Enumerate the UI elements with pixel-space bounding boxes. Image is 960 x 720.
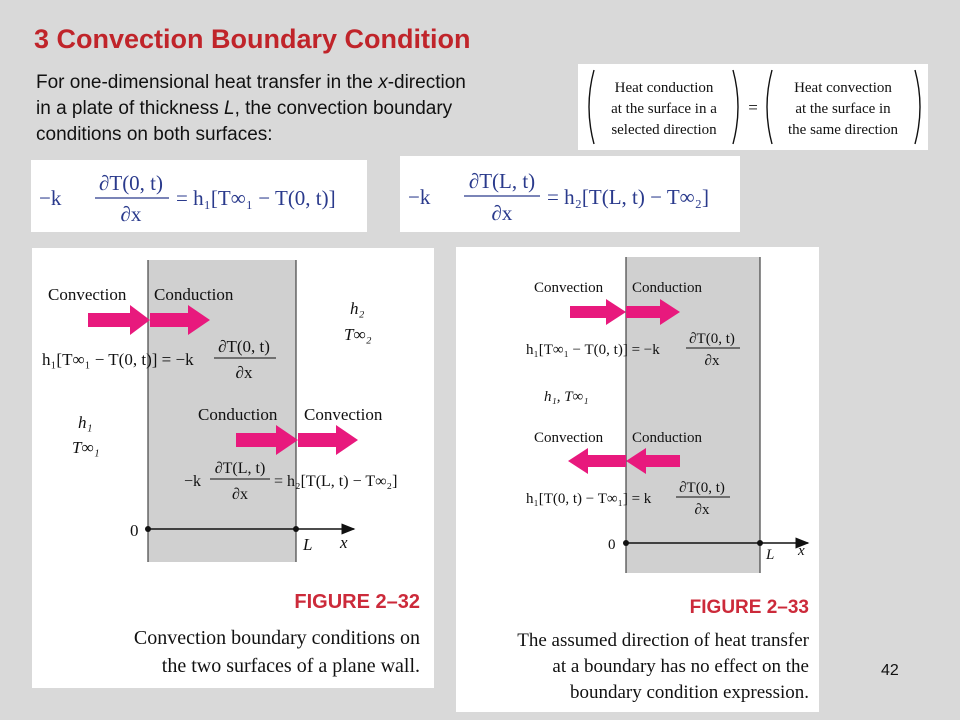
balance-equals: = bbox=[748, 98, 758, 117]
right-paren-close bbox=[915, 70, 920, 144]
balance-left-line-2: at the surface in a bbox=[611, 101, 717, 117]
label-conduction-top: Conduction bbox=[632, 280, 702, 296]
intro-paragraph bbox=[36, 70, 576, 148]
axis-L-dot bbox=[757, 540, 763, 546]
eq-bot-lhs: h₁[T(0, t) − T∞₁] = k bbox=[526, 491, 652, 507]
arrow-convection-out bbox=[568, 448, 626, 474]
eq1-prefix: −k bbox=[39, 186, 62, 210]
eq2-denominator: ∂x bbox=[491, 201, 513, 225]
eq-bot-numerator: ∂T(0, t) bbox=[679, 480, 725, 496]
slide-title: 3 Convection Boundary Condition bbox=[34, 24, 471, 54]
axis-zero-label: 0 bbox=[608, 537, 616, 553]
boundary-balance-graphic bbox=[578, 64, 928, 150]
label-tinf2: T∞₂ bbox=[344, 325, 372, 344]
axis-origin-dot bbox=[623, 540, 629, 546]
left-paren-close bbox=[733, 70, 738, 144]
eq2-prefix: −k bbox=[408, 185, 431, 209]
label-h2: h₂ bbox=[350, 299, 365, 318]
eq2-numerator: ∂T(L, t) bbox=[468, 169, 536, 193]
eq1-denominator: ∂x bbox=[120, 202, 142, 226]
label-conduction-right: Conduction bbox=[198, 405, 278, 424]
axis-x-label: x bbox=[798, 543, 805, 559]
eq1-numerator: ∂T(0, t) bbox=[98, 171, 164, 195]
axis-L-label: L bbox=[766, 547, 775, 563]
axis-x-label: x bbox=[340, 533, 348, 552]
eq-top-denominator: ∂x bbox=[704, 353, 720, 369]
label-convection-left: Convection bbox=[48, 285, 127, 304]
eq2-rhs: = h₂[T(L, t) − T∞₂] bbox=[547, 185, 709, 209]
figure-2-33-graphic bbox=[456, 247, 819, 712]
caption-2-33-line-2: at a boundary has no effect on the bbox=[552, 656, 809, 677]
figure-label-2-33: FIGURE 2–33 bbox=[689, 597, 809, 618]
arrow-convection-in bbox=[570, 299, 626, 325]
caption-2-33-line-1: The assumed direction of heat transfer bbox=[517, 630, 809, 651]
eq-top-lhs: h₁[T∞₁ − T(0, t)] = −k bbox=[42, 350, 194, 369]
eq-top-lhs: h₁[T∞₁ − T(0, t)] = −k bbox=[526, 342, 660, 358]
right-paren-open bbox=[767, 70, 772, 144]
eq-bot-rhs: = h₂[T(L, t) − T∞₂] bbox=[274, 473, 398, 490]
equation-right-surface bbox=[400, 156, 740, 232]
axis-origin-dot bbox=[145, 526, 151, 532]
eq-top-denominator: ∂x bbox=[235, 363, 253, 382]
intro-line-3: conditions on both surfaces: bbox=[36, 124, 273, 145]
page-number: 42 bbox=[881, 662, 899, 679]
label-conduction-bottom: Conduction bbox=[632, 430, 702, 446]
eq-bot-numerator: ∂T(L, t) bbox=[214, 460, 266, 477]
figure-2-32 bbox=[32, 248, 434, 688]
axis-L-label: L bbox=[303, 535, 313, 554]
arrow-convection-out bbox=[298, 425, 358, 455]
left-paren-open bbox=[589, 70, 594, 144]
equation-left-surface bbox=[31, 160, 367, 232]
balance-left-line-3: selected direction bbox=[611, 122, 717, 138]
eq-bot-denominator: ∂x bbox=[694, 502, 710, 518]
label-convection-top: Convection bbox=[534, 280, 604, 296]
figure-2-32-graphic bbox=[32, 248, 434, 688]
label-tinf1: T∞₁ bbox=[72, 438, 100, 457]
label-convection-bottom: Convection bbox=[534, 430, 604, 446]
plane-wall bbox=[626, 257, 760, 573]
caption-2-32-line-1: Convection boundary conditions on bbox=[133, 627, 420, 649]
intro-line-1: For one-dimensional heat transfer in the x-direction bbox=[36, 72, 466, 93]
eq-bot-prefix: −k bbox=[184, 473, 202, 490]
arrow-convection-in bbox=[88, 305, 150, 335]
eq-bot-denominator: ∂x bbox=[232, 486, 248, 503]
balance-left-line-1: Heat conduction bbox=[614, 80, 714, 96]
figure-2-33 bbox=[456, 247, 819, 712]
figure-label-2-32: FIGURE 2–32 bbox=[294, 591, 420, 613]
label-h1: h₁ bbox=[78, 413, 93, 432]
balance-right-line-2: at the surface in bbox=[795, 101, 891, 117]
equation-box-left-surface bbox=[31, 160, 367, 232]
intro-line-2: in a plate of thickness L, the convection boundary bbox=[36, 98, 453, 119]
caption-2-32-line-2: the two surfaces of a plane wall. bbox=[161, 655, 420, 677]
eq1-rhs: = h₁[T∞₁ − T(0, t)] bbox=[176, 186, 336, 210]
label-conduction-left: Conduction bbox=[154, 285, 234, 304]
caption-2-33-line-3: boundary condition expression. bbox=[569, 682, 809, 703]
equation-box-right-surface bbox=[400, 156, 740, 232]
axis-L-dot bbox=[293, 526, 299, 532]
eq-top-numerator: ∂T(0, t) bbox=[218, 337, 270, 356]
balance-right-line-1: Heat convection bbox=[794, 80, 892, 96]
label-convection-right: Convection bbox=[304, 405, 383, 424]
boundary-balance-box bbox=[578, 64, 928, 150]
eq-top-numerator: ∂T(0, t) bbox=[689, 331, 735, 347]
label-h1-tinf1: h₁, T∞₁ bbox=[544, 389, 589, 405]
axis-zero-label: 0 bbox=[130, 521, 139, 540]
balance-right-line-3: the same direction bbox=[788, 122, 898, 138]
